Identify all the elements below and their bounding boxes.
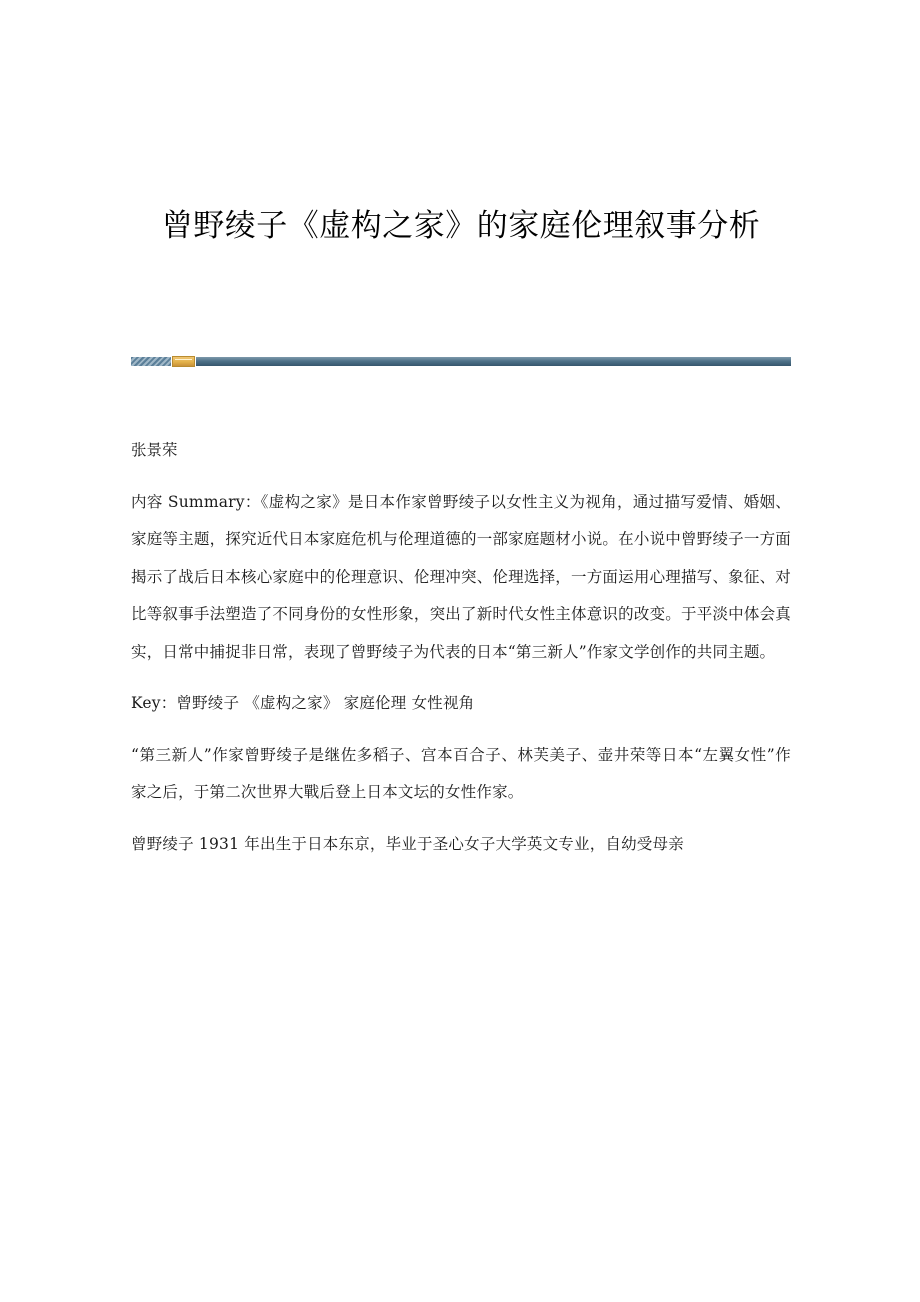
keywords-line: Key：曾野绫子 《虚构之家》 家庭伦理 女性视角 <box>131 694 475 713</box>
decorative-divider <box>131 356 791 366</box>
body-paragraph-1: “第三新人”作家曾野绫子是继佐多稻子、宫本百合子、林芙美子、壶井荣等日本“左翼女性”作家之后，于第二次世界大戰后登上日本文坛的女性作家。 <box>131 745 791 802</box>
document-content <box>131 0 791 863</box>
author-byline: 张景荣 <box>131 441 178 460</box>
abstract-paragraph: 内容 Summary：《虚构之家》是日本作家曾野绫子以女性主义为视角，通过描写爱情、婚姻、家庭等主题，探究近代日本家庭危机与伦理道德的一部家庭题材小说。在小说中曾野绫子一方面揭示了战后日本核心家庭中的伦理意识、伦理冲突、伦理选择，一方面运用心理描写、象征、对比等叙事手法塑造了不同身份的女性形象，突出了新时代女性主体意识的改变。于平淡中体会真实，日常中捕捉非日常，表现了曾野绫子为代表的日本“第三新人”作家文学创作的共同主题。 <box>131 492 791 661</box>
envelope-ornament-icon <box>172 356 195 367</box>
body-paragraph-2: 曾野绫子 1931 年出生于日本东京，毕业于圣心女子大学英文专业，自幼受母亲 <box>131 834 684 853</box>
divider-left-segment <box>131 357 171 366</box>
divider-right-segment <box>196 357 791 366</box>
page-title: 曾野绫子《虚构之家》的家庭伦理叙事分析 <box>161 208 761 244</box>
